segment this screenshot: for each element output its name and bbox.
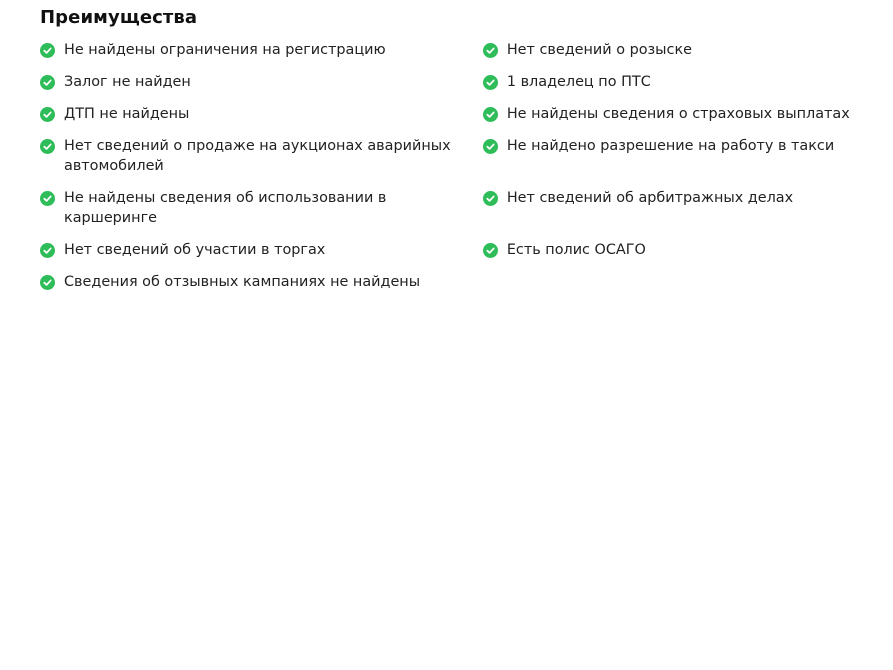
advantage-label: Сведения об отзывных кампаниях не найдены — [64, 274, 421, 290]
check-circle-icon — [483, 107, 498, 122]
advantage-item — [40, 240, 483, 260]
advantage-item — [40, 72, 483, 92]
advantage-item — [483, 40, 880, 60]
advantage-item — [40, 104, 483, 124]
advantage-row — [40, 240, 880, 260]
check-circle-icon — [40, 243, 55, 258]
advantage-row — [40, 104, 880, 124]
advantage-item — [40, 272, 486, 292]
advantage-row — [40, 40, 880, 60]
advantage-label: Нет сведений о розыске — [506, 42, 693, 58]
advantage-row — [40, 188, 880, 228]
advantage-item — [483, 136, 880, 156]
advantages-list — [40, 40, 880, 292]
advantage-label: ДТП не найдены — [64, 106, 190, 122]
advantage-item — [40, 188, 483, 228]
advantage-item — [40, 40, 483, 60]
advantage-label: Залог не найден — [64, 74, 191, 90]
advantage-item — [483, 104, 880, 124]
check-circle-icon — [40, 139, 55, 154]
check-circle-icon — [483, 191, 498, 206]
advantages-section — [40, 6, 880, 292]
advantage-item — [483, 72, 880, 92]
advantage-label: Не найдены сведения об использовании в каршеринге — [64, 190, 387, 226]
advantage-item — [40, 136, 483, 176]
check-circle-icon — [40, 191, 55, 206]
advantage-row — [40, 72, 880, 92]
advantage-label: Нет сведений об участии в торгах — [64, 242, 326, 258]
check-circle-icon — [483, 75, 498, 90]
advantage-row — [40, 136, 880, 176]
advantage-label: Не найдено разрешение на работу в такси — [506, 138, 835, 154]
advantage-label: Нет сведений об арбитражных делах — [506, 190, 794, 206]
advantage-label: Есть полис ОСАГО — [506, 242, 646, 258]
check-circle-icon — [40, 43, 55, 58]
check-circle-icon — [40, 75, 55, 90]
advantage-label: Не найдены ограничения на регистрацию — [64, 42, 386, 58]
advantage-item — [483, 188, 880, 208]
check-circle-icon — [40, 275, 55, 290]
check-circle-icon — [40, 107, 55, 122]
advantage-label: Нет сведений о продаже на аукционах аварийных автомобилей — [64, 138, 451, 174]
advantage-row — [40, 272, 880, 292]
section-title: Преимущества — [40, 7, 198, 28]
check-circle-icon — [483, 243, 498, 258]
check-circle-icon — [483, 43, 498, 58]
advantage-label: 1 владелец по ПТС — [506, 74, 651, 90]
check-circle-icon — [483, 139, 498, 154]
advantage-item — [483, 240, 880, 260]
advantage-label: Не найдены сведения о страховых выплатах — [506, 106, 850, 122]
